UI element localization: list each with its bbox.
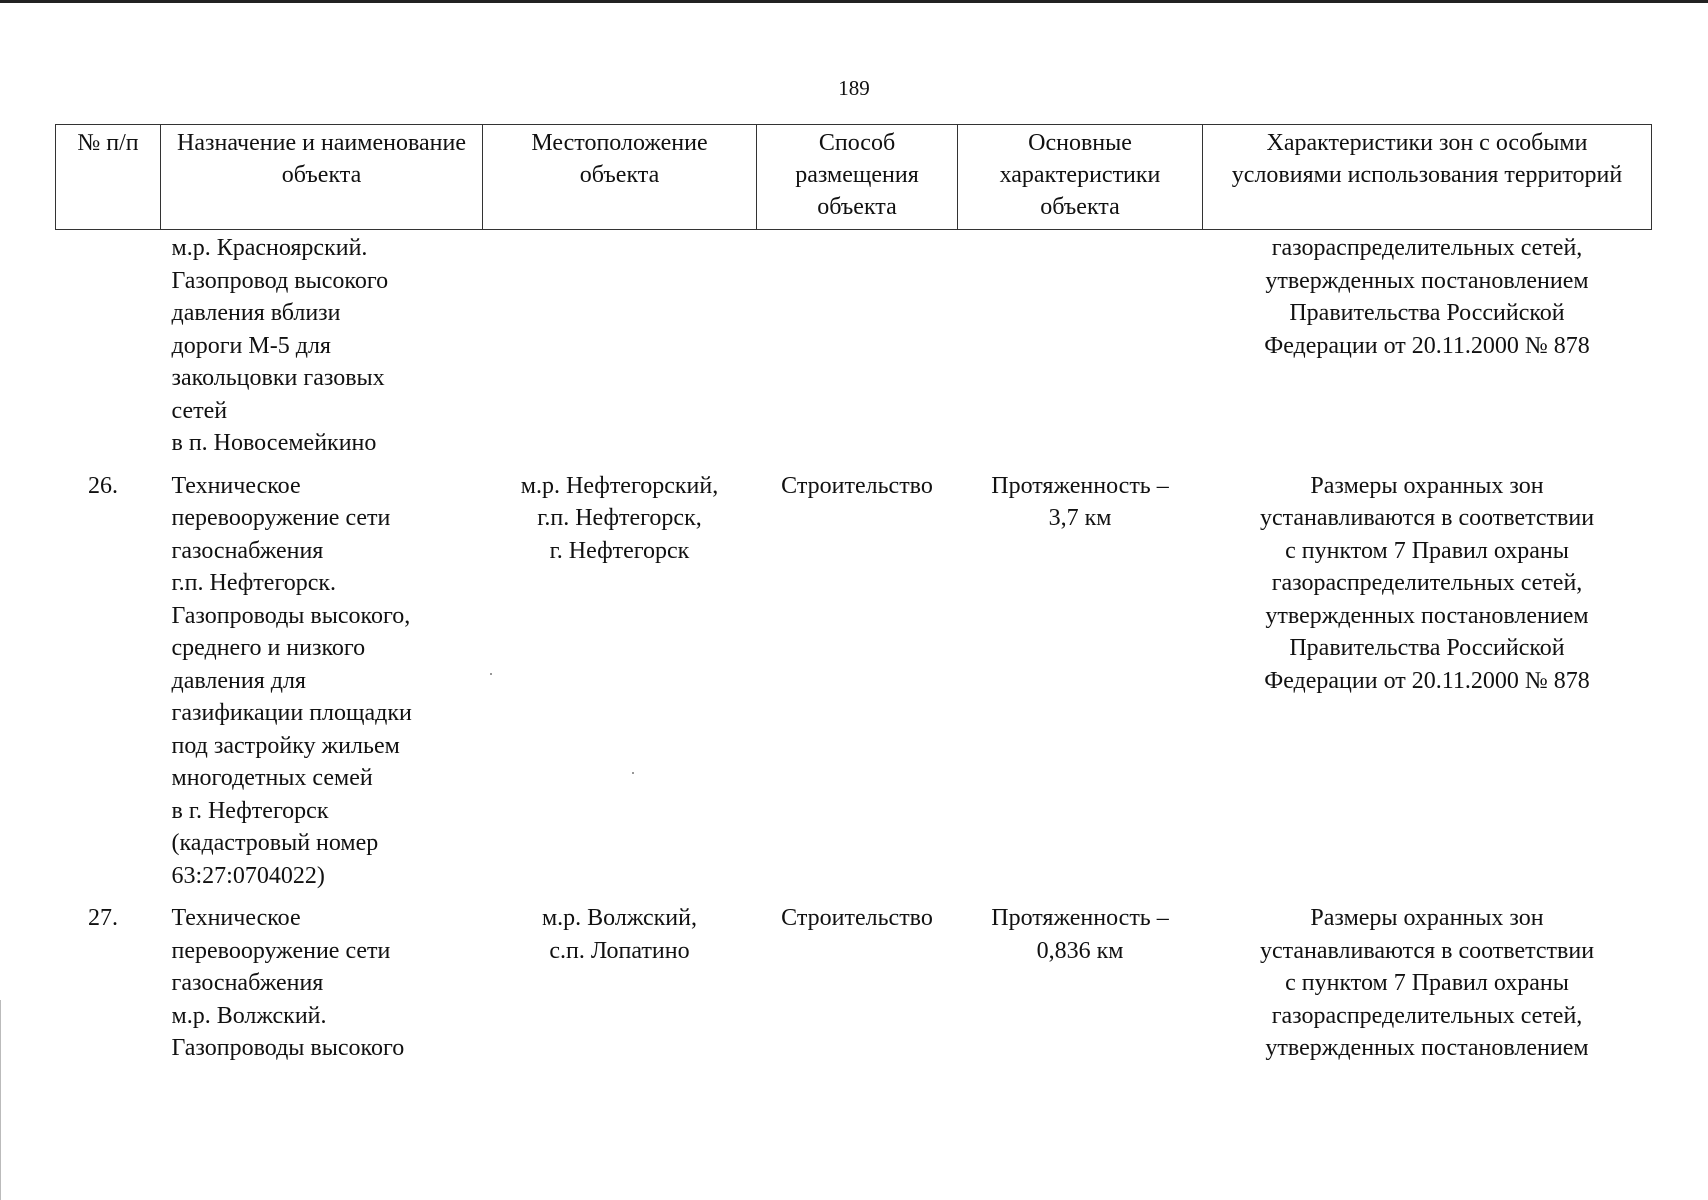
header-method: Способ размещения объекта xyxy=(757,125,958,230)
object-name: Техническое перевооружение сети газоснабжения г.п. Нефтегорск. Газопроводы высокого, среднего и низкого давления для газификации площадки под застройку жильем многодетных семей в г. Нефтегорск (кадастровый номер 63:27:0704022) xyxy=(171,472,412,889)
zone-characteristics: газораспределительных сетей, утвержденных постановлением Правительства Российской Федерации от 20.11.2000 № 878 xyxy=(1264,235,1590,359)
header-zones: Характеристики зон с особыми условиями использования территорий xyxy=(1203,125,1652,230)
page-number: 189 xyxy=(838,76,870,100)
scan-speck xyxy=(632,772,634,774)
object-characteristics xyxy=(958,230,1203,460)
objects-table xyxy=(55,124,1652,1065)
row-number: 26. xyxy=(88,472,118,499)
table-row xyxy=(56,892,1652,1065)
table-header-row xyxy=(56,125,1652,230)
header-characteristics: Основные характеристики объекта xyxy=(958,125,1203,230)
object-characteristics: Протяженность – 0,836 км xyxy=(991,905,1169,964)
placement-method: Строительство xyxy=(781,905,933,931)
object-characteristics: Протяженность – 3,7 км xyxy=(991,472,1169,531)
object-location xyxy=(483,230,757,460)
object-location: м.р. Волжский, с.п. Лопатино xyxy=(541,905,697,964)
scan-edge-line xyxy=(0,1000,1,1200)
scan-speck xyxy=(490,673,492,675)
row-number xyxy=(56,230,161,460)
placement-method xyxy=(757,230,958,460)
header-number: № п/п xyxy=(56,125,161,230)
header-location: Местоположение объекта xyxy=(483,125,757,230)
row-number: 27. xyxy=(88,905,118,931)
placement-method: Строительство xyxy=(781,472,933,499)
table-row xyxy=(56,230,1652,460)
zone-characteristics: Размеры охранных зон устанавливаются в соответствии с пунктом 7 Правил охраны газораспределительных сетей, утвержденных постановлением Правительства Российской Федерации от 20.11.2000 № 878 xyxy=(1259,472,1595,694)
top-border-line xyxy=(0,0,1708,3)
zone-characteristics: Размеры охранных зон устанавливаются в соответствии с пунктом 7 Правил охраны газораспределительных сетей, утвержденных постановлением xyxy=(1259,905,1595,1061)
object-name: м.р. Красноярский. Газопровод высокого давления вблизи дороги М-5 для закольцовки газовых сетей в п. Новосемейкино xyxy=(171,235,389,456)
object-name: Техническое перевооружение сети газоснабжения м.р. Волжский. Газопроводы высокого xyxy=(171,905,405,1061)
object-location: м.р. Нефтегорский, г.п. Нефтегорск, г. Нефтегорск xyxy=(520,472,719,564)
header-name: Назначение и наименование объекта xyxy=(161,125,483,230)
table-row xyxy=(56,460,1652,893)
